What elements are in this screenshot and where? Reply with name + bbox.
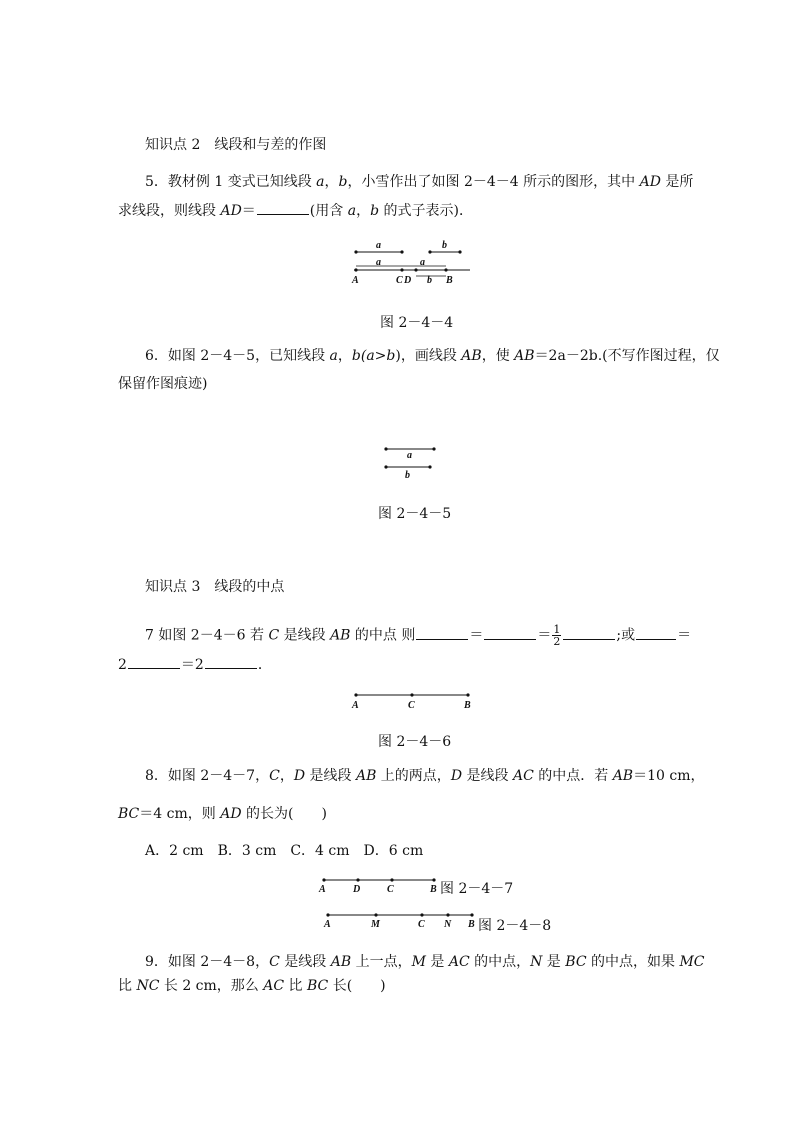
q9-line1: 9．如图 2－4－8，C 是线段 AB 上一点，M 是 AC 的中点，N 是 BC 的中点，如果 MC [145, 954, 705, 970]
fig244-caption: 图 2－4－4 [380, 315, 454, 331]
fig248-point-B: B [468, 919, 475, 930]
fraction-one-half: $\frac{1}{2}$ [553, 623, 561, 648]
fig248-point-N: N [444, 919, 452, 930]
fig246-point-A: A [352, 700, 359, 711]
fig246-point-B: B [464, 700, 471, 711]
fig244-label-a3: a [420, 257, 425, 268]
fig244-label-b2: b [427, 275, 432, 286]
fig245-label-a: a [407, 450, 412, 461]
fig247-point-D: D [353, 884, 361, 895]
fig248-point-C: C [418, 919, 425, 930]
fig248-point-A: A [324, 919, 331, 930]
fig245-caption: 图 2－4－5 [378, 506, 452, 522]
section-3-title: 知识点 3 线段的中点 [145, 579, 285, 595]
fig248-point-M: M [371, 919, 380, 930]
q8-line2: BC＝4 cm，则 AD 的长为( ) [118, 806, 327, 822]
q7-blank-2[interactable] [484, 625, 536, 640]
fig245-label-b: b [405, 470, 410, 481]
fig247-point-C: C [387, 884, 394, 895]
fig244-point-A: A [352, 275, 359, 286]
figure-2-4-7 [316, 875, 442, 897]
fig246-point-C: C [408, 700, 415, 711]
q8-options[interactable]: A．2 cm B．3 cm C．4 cm D．6 cm [145, 843, 424, 859]
q5-line2: 求线段，则线段 AD＝ (用含 a，b 的式子表示)． [118, 200, 473, 221]
q7-blank-1[interactable] [416, 625, 468, 640]
q9-line2: 比 NC 长 2 cm，那么 AC 比 BC 长( ) [118, 978, 386, 994]
q8-line1: 8．如图 2－4－7，C，D 是线段 AB 上的两点，D 是线段 AC 的中点．若 AB＝10 cm， [145, 768, 705, 784]
q7-line2: 2 ＝2 ． [118, 654, 272, 675]
section-2-title: 知识点 2 线段和与差的作图 [145, 137, 327, 153]
fig244-point-D: D [404, 275, 412, 286]
figure-2-4-8 [320, 910, 480, 932]
q5-line1: 5．教材例 1 变式已知线段 a，b，小雪作出了如图 2－4－4 所示的图形，其中 AD 是所 [145, 174, 694, 190]
fig248-caption: 图 2－4－8 [478, 918, 552, 934]
fig246-caption: 图 2－4－6 [378, 734, 452, 750]
fig244-label-a2: a [376, 257, 381, 268]
q7-blank-5[interactable] [128, 654, 180, 669]
q7-blank-3[interactable] [563, 625, 615, 640]
figure-2-4-6 [348, 688, 478, 714]
figure-2-4-5 [380, 442, 440, 482]
q7-line1: 7 如图 2－4－6 若 C 是线段 AB 的中点 则 ＝ ＝ $\frac{1}{2}$ ;或 ＝ [145, 623, 692, 648]
fig244-point-B: B [446, 275, 453, 286]
fig247-point-A: A [319, 884, 326, 895]
fig247-point-B: B [430, 884, 437, 895]
q6-line2: 保留作图痕迹) [118, 376, 208, 392]
answer-blank[interactable] [257, 200, 309, 215]
figure-2-4-4 [340, 236, 480, 292]
q7-blank-4[interactable] [636, 625, 676, 640]
fig244-point-C: C [396, 275, 403, 286]
q7-blank-6[interactable] [205, 654, 257, 669]
fig244-label-b: b [442, 240, 447, 251]
fig247-caption: 图 2－4－7 [440, 881, 514, 897]
q6-line1: 6．如图 2－4－5，已知线段 a，b(a>b)，画线段 AB，使 AB＝2a－2b.(不写作图过程，仅 [145, 348, 720, 364]
fig244-label-a: a [376, 240, 381, 251]
